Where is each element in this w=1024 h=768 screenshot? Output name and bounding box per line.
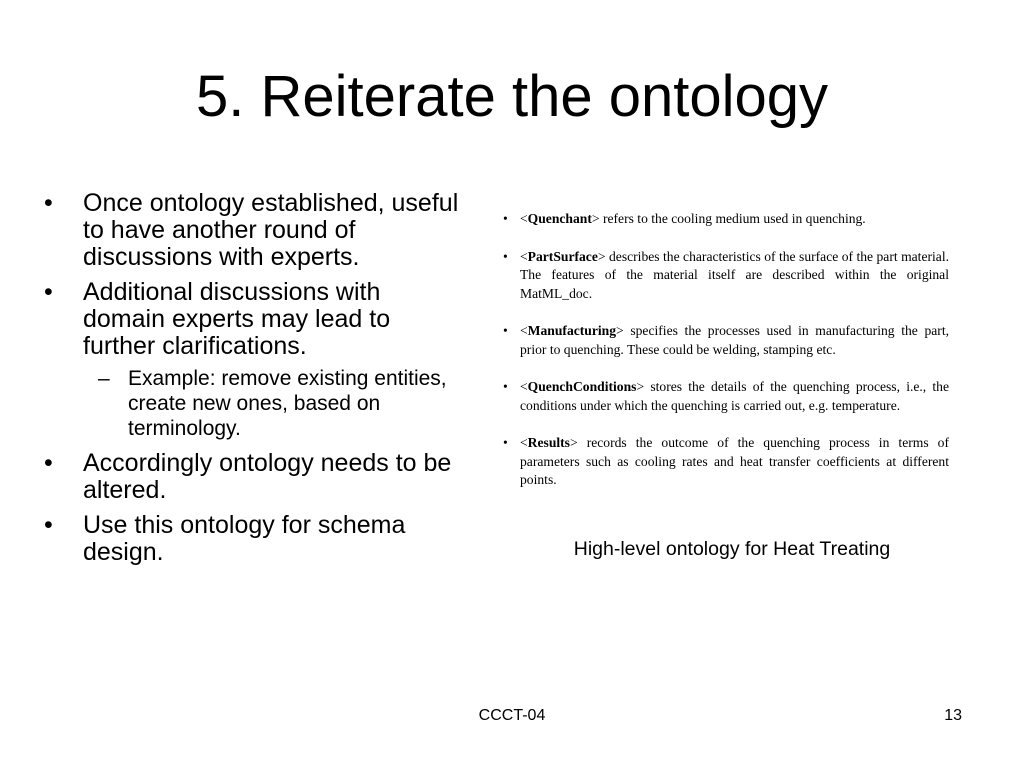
bullet-marker: • <box>44 278 53 306</box>
bullet-list <box>44 190 469 574</box>
sub-bullet-text: Example: remove existing entities, create new ones, based on terminology. <box>128 367 447 440</box>
figure-bullet-marker: • <box>503 248 508 264</box>
figure-bullet-marker: • <box>503 379 508 394</box>
ontology-figure <box>503 210 949 509</box>
item-description: records the outcome of the quenching process in terms of parameters such as cooling rates and heat transfer coefficients at different points. <box>520 435 949 487</box>
bullet-text: Once ontology established, useful to have another round of discussions with experts. <box>83 189 459 271</box>
page-number: 13 <box>944 707 962 724</box>
tag-open: < <box>520 435 528 450</box>
ontology-item-results <box>503 434 949 490</box>
tag-close: > <box>636 379 645 394</box>
slide-title: 5. Reiterate the ontology <box>196 64 828 129</box>
tag-close: > <box>597 248 606 264</box>
tag-close: > <box>616 323 624 338</box>
bullet-marker: • <box>44 449 53 477</box>
figure-bullet-marker: • <box>503 435 508 450</box>
bullet-item <box>44 450 469 504</box>
tag-name: Results <box>527 435 570 450</box>
item-description: stores the details of the quenching process, i.e., the conditions under which the quenching is carried out, e.g. temperature. <box>520 379 949 413</box>
tag-open: < <box>520 323 528 338</box>
tag-close: > <box>569 435 578 450</box>
tag-name: QuenchConditions <box>527 379 637 394</box>
ontology-item-manufacturing <box>503 322 949 359</box>
bullet-text: Use this ontology for schema design. <box>83 511 406 566</box>
tag-name: Manufacturing <box>527 323 617 338</box>
item-description: refers to the cooling medium used in quenching. <box>599 211 866 226</box>
figure-bullet-marker: • <box>503 323 508 338</box>
ontology-item-quenchant <box>503 210 949 229</box>
item-description: describes the characteristics of the surface of the part material. The features of the material itself are described within the original MatML_doc. <box>520 248 949 301</box>
bullet-item <box>44 190 469 271</box>
bullet-item <box>44 512 469 566</box>
footer-label: CCCT-04 <box>478 707 546 724</box>
bullet-marker: • <box>44 511 53 539</box>
sub-bullet-marker: – <box>98 367 110 390</box>
tag-open: < <box>520 211 528 226</box>
figure-caption: High-level ontology for Heat Treating <box>573 538 891 560</box>
tag-open: < <box>520 379 528 394</box>
bullet-text: Additional discussions with domain experts may lead to further clarifications. <box>83 278 391 360</box>
tag-open: < <box>520 248 528 264</box>
sub-bullet-item <box>44 366 469 441</box>
bullet-item <box>44 279 469 360</box>
item-description: specifies the processes used in manufacturing the part, prior to quenching. These could be welding, stamping etc. <box>520 323 949 357</box>
tag-name: Quenchant <box>527 211 592 226</box>
tag-close: > <box>591 211 600 226</box>
bullet-marker: • <box>44 189 53 217</box>
bullet-text: Accordingly ontology needs to be altered. <box>83 449 452 504</box>
ontology-item-partsurface <box>503 248 949 304</box>
figure-bullet-marker: • <box>503 211 508 226</box>
tag-name: PartSurface <box>527 248 598 264</box>
ontology-item-quenchconditions <box>503 378 949 415</box>
